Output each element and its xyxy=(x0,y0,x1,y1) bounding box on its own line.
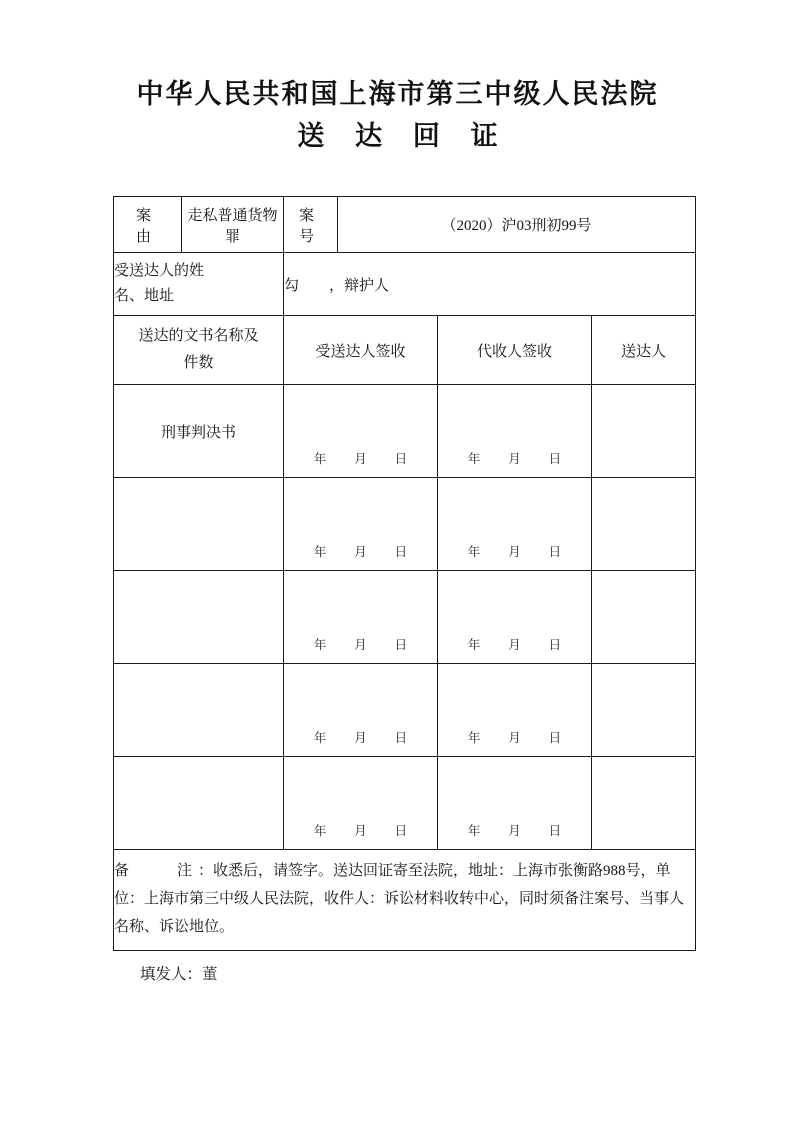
month-label: 月 xyxy=(508,731,521,745)
month-label: 月 xyxy=(508,824,521,838)
column-header-server: 送达人 xyxy=(592,316,696,385)
table-row xyxy=(114,385,696,478)
filler-line xyxy=(140,962,218,984)
server-cell[interactable] xyxy=(592,664,696,757)
year-label: 年 xyxy=(313,452,327,466)
recipient-label-line1: 受送达人的姓 xyxy=(114,262,205,279)
agent-signature-cell[interactable] xyxy=(438,478,592,571)
day-label: 日 xyxy=(548,638,562,652)
note-cell xyxy=(114,850,696,951)
form-title: 送 达 回 证 xyxy=(297,120,510,151)
day-label: 日 xyxy=(394,452,408,466)
note-label: 备 注 xyxy=(114,863,199,880)
month-label: 月 xyxy=(508,638,521,652)
day-label: 日 xyxy=(548,452,562,466)
date-fields xyxy=(284,757,437,849)
date-fields xyxy=(438,664,591,756)
agent-signature-cell[interactable] xyxy=(438,385,592,478)
month-label: 月 xyxy=(508,545,521,559)
year-label: 年 xyxy=(467,638,481,652)
month-label: 月 xyxy=(354,545,367,559)
table-row-note xyxy=(114,850,696,951)
year-label: 年 xyxy=(467,452,481,466)
server-cell[interactable] xyxy=(592,385,696,478)
agent-signature-cell[interactable] xyxy=(438,571,592,664)
recipient-signature-cell[interactable] xyxy=(284,757,438,850)
table-row xyxy=(114,664,696,757)
case-number-label: 案 号 xyxy=(284,197,338,253)
month-label: 月 xyxy=(354,731,367,745)
note-text: ：收悉后，请签字。送达回证寄至法院，地址：上海市张衡路988号，单位：上海市第三中级人民法院，收件人：诉讼材料收转中心，同时须备注案号、当事人名称、诉讼地位。 xyxy=(114,863,685,935)
year-label: 年 xyxy=(313,638,327,652)
document-name-cell: 刑事判决书 xyxy=(114,385,284,478)
table-row-recipient xyxy=(114,253,696,316)
recipient-label-line2: 名、地址 xyxy=(114,288,175,304)
year-label: 年 xyxy=(467,545,481,559)
column-header-document-line2: 件数 xyxy=(183,355,214,371)
day-label: 日 xyxy=(548,545,562,559)
month-label: 月 xyxy=(354,824,367,838)
recipient-value: 勾 ，辩护人 xyxy=(284,253,696,316)
month-label: 月 xyxy=(354,452,367,466)
recipient-signature-cell[interactable] xyxy=(284,478,438,571)
month-label: 月 xyxy=(508,452,521,466)
day-label: 日 xyxy=(394,824,408,838)
document-name-cell[interactable] xyxy=(114,757,284,850)
date-fields xyxy=(284,385,437,477)
date-fields xyxy=(438,385,591,477)
recipient-signature-cell[interactable] xyxy=(284,385,438,478)
case-reason-label: 案 由 xyxy=(114,197,182,253)
month-label: 月 xyxy=(354,638,367,652)
column-header-recipient-signature: 受送达人签收 xyxy=(284,316,438,385)
table-row xyxy=(114,571,696,664)
recipient-label xyxy=(114,253,284,316)
column-header-document-line1: 送达的文书名称及 xyxy=(138,328,259,344)
date-fields xyxy=(284,478,437,570)
column-header-agent-signature: 代收人签收 xyxy=(438,316,592,385)
document-name-cell[interactable] xyxy=(114,664,284,757)
document-name-cell[interactable] xyxy=(114,478,284,571)
table-row xyxy=(114,757,696,850)
server-cell[interactable] xyxy=(592,478,696,571)
recipient-signature-cell[interactable] xyxy=(284,571,438,664)
date-fields xyxy=(284,664,437,756)
year-label: 年 xyxy=(313,545,327,559)
year-label: 年 xyxy=(467,824,481,838)
server-cell[interactable] xyxy=(592,571,696,664)
delivery-receipt-table xyxy=(113,196,696,951)
case-number-value: （2020）沪03刑初99号 xyxy=(338,197,696,253)
year-label: 年 xyxy=(313,731,327,745)
case-reason-value: 走私普通货物罪 xyxy=(182,197,284,253)
column-header-document xyxy=(114,316,284,385)
document-title xyxy=(0,78,795,154)
agent-signature-cell[interactable] xyxy=(438,664,592,757)
day-label: 日 xyxy=(394,545,408,559)
day-label: 日 xyxy=(548,731,562,745)
date-fields xyxy=(438,757,591,849)
table-row-case-info xyxy=(114,197,696,253)
day-label: 日 xyxy=(394,731,408,745)
day-label: 日 xyxy=(394,638,408,652)
table-row xyxy=(114,478,696,571)
date-fields xyxy=(438,478,591,570)
year-label: 年 xyxy=(313,824,327,838)
court-name: 中华人民共和国上海市第三中级人民法院 xyxy=(136,79,659,109)
filler-label: 填发人： xyxy=(140,966,203,983)
table-header-row xyxy=(114,316,696,385)
date-fields xyxy=(438,571,591,663)
date-fields xyxy=(284,571,437,663)
document-name-cell[interactable] xyxy=(114,571,284,664)
agent-signature-cell[interactable] xyxy=(438,757,592,850)
server-cell[interactable] xyxy=(592,757,696,850)
year-label: 年 xyxy=(467,731,481,745)
recipient-signature-cell[interactable] xyxy=(284,664,438,757)
day-label: 日 xyxy=(548,824,562,838)
filler-value: 董 xyxy=(202,966,218,983)
